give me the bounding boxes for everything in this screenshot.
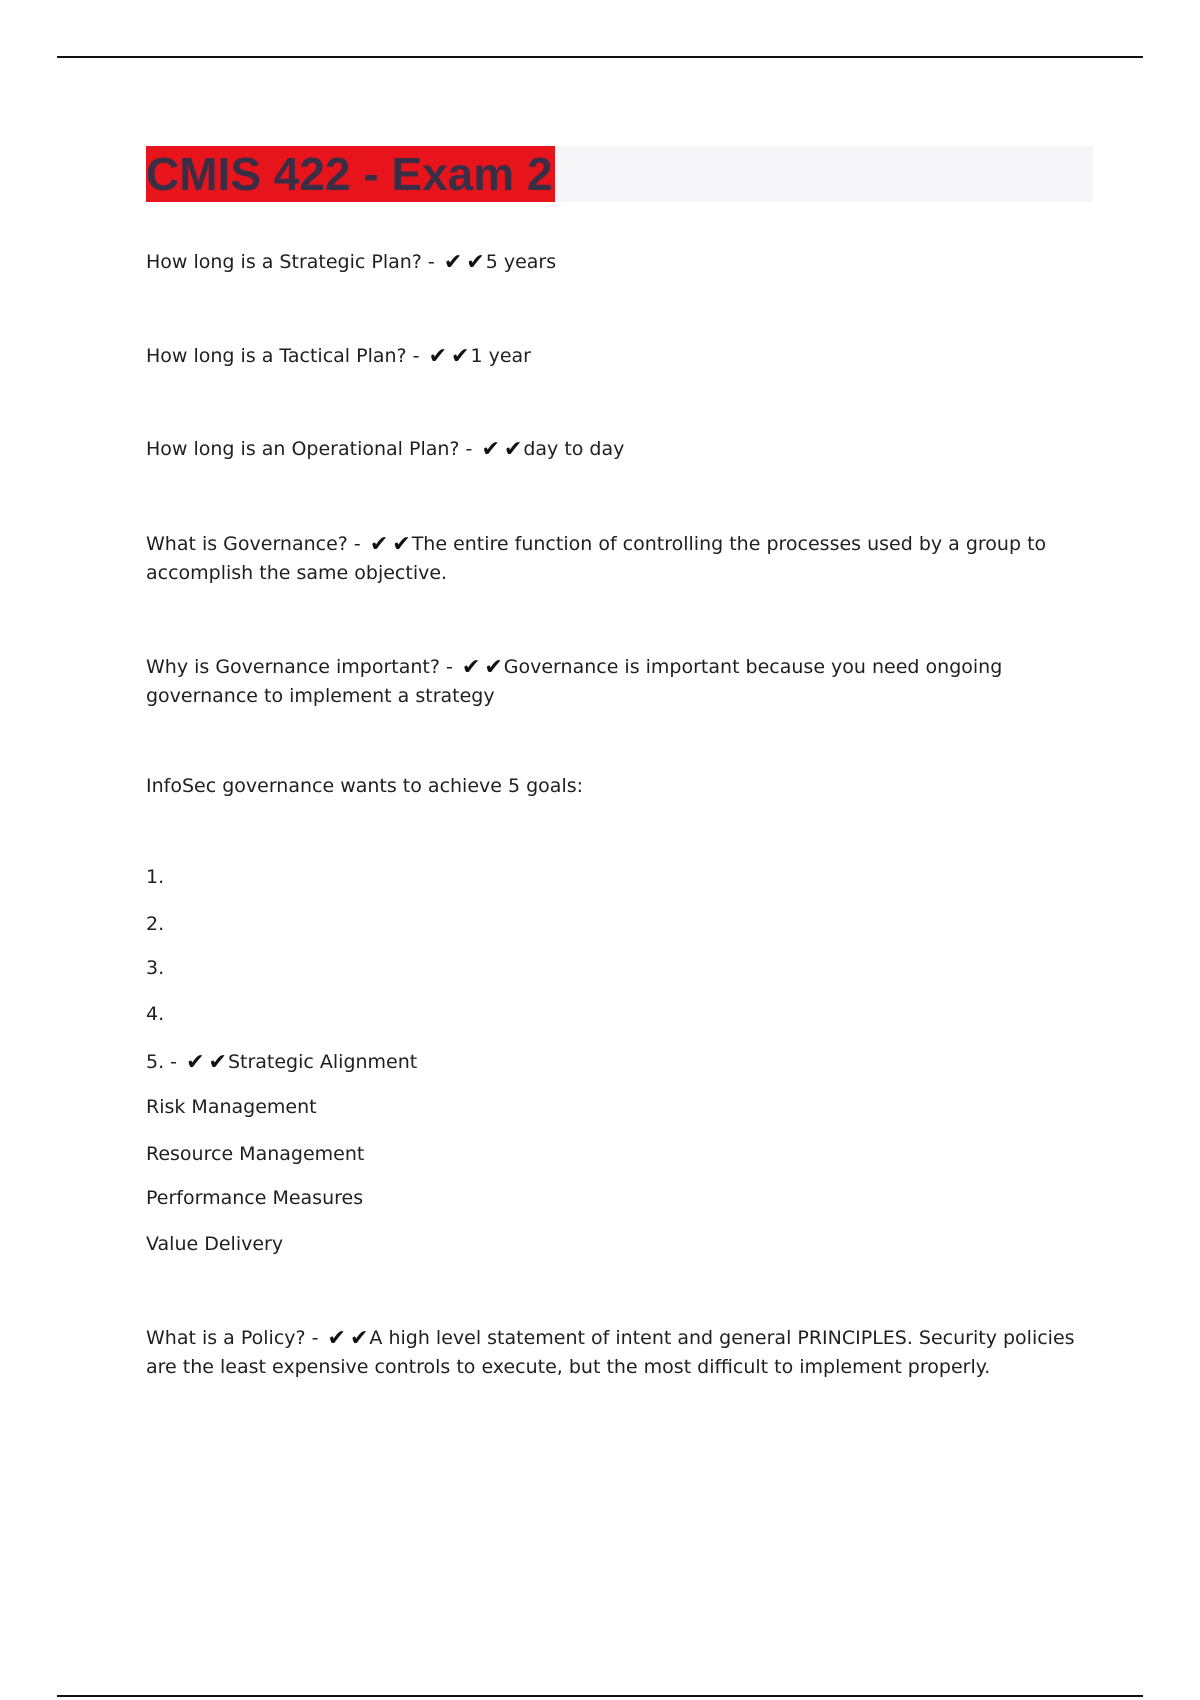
answer-text: day to day: [523, 438, 625, 460]
question-text: Why is Governance important? -: [146, 656, 453, 678]
question-text: What is a Policy? -: [146, 1327, 319, 1349]
heavy-check-mark-icon: ✔: [392, 532, 411, 557]
heavy-check-mark-icon: ✔: [443, 250, 463, 275]
qa-item: [146, 1324, 1096, 1382]
answer-text: 1 year: [470, 345, 531, 367]
answer-text: 5 years: [485, 251, 557, 273]
heavy-check-mark-icon: ✔: [451, 344, 470, 369]
goal-number: 3.: [146, 957, 165, 979]
goal-number: 1.: [146, 866, 165, 888]
heavy-check-mark-icon: ✔: [428, 344, 448, 369]
question-text: How long is a Strategic Plan? -: [146, 251, 435, 273]
goal-answer: Value Delivery: [146, 1233, 284, 1255]
goal-answer-line: [146, 1048, 417, 1077]
heavy-check-mark-icon: ✔: [481, 437, 500, 462]
document-title: CMIS 422 - Exam 2: [146, 148, 553, 200]
qa-item: [146, 248, 556, 277]
question-text: How long is an Operational Plan? -: [146, 438, 473, 460]
goal-answer: Strategic Alignment: [227, 1051, 418, 1073]
answer-text: Governance is important because you need ongoing governance to implement a strategy: [146, 656, 1003, 707]
heavy-check-mark-icon: ✔: [484, 655, 503, 680]
qa-item: [146, 653, 1096, 711]
goal-answer: Resource Management: [146, 1143, 365, 1165]
qa-item: [146, 342, 531, 371]
goal-number: 2.: [146, 913, 165, 935]
bottom-rule: [57, 1695, 1143, 1697]
qa-item: [146, 435, 624, 464]
top-rule: [57, 56, 1143, 58]
question-text: How long is a Tactical Plan? -: [146, 345, 420, 367]
goal-number: 4.: [146, 1003, 165, 1025]
goal-answer: Performance Measures: [146, 1187, 364, 1209]
answer-text: A high level statement of intent and general PRINCIPLES. Security policies are the least expensive controls to execute, but the most difficult to implement properly.: [146, 1327, 1075, 1378]
heavy-check-mark-icon: ✔: [349, 1326, 369, 1351]
heavy-check-mark-icon: ✔: [327, 1326, 346, 1351]
heavy-check-mark-icon: ✔: [503, 437, 523, 462]
goal-number: 5. -: [146, 1051, 178, 1073]
heavy-check-mark-icon: ✔: [208, 1050, 227, 1075]
goal-answer: Risk Management: [146, 1096, 317, 1118]
answer-text: The entire function of controlling the processes used by a group to accomplish the same objective.: [146, 533, 1047, 584]
heavy-check-mark-icon: ✔: [369, 532, 389, 557]
heavy-check-mark-icon: ✔: [466, 250, 485, 275]
goals-intro: InfoSec governance wants to achieve 5 goals:: [146, 775, 584, 797]
heavy-check-mark-icon: ✔: [461, 655, 481, 680]
qa-item: [146, 530, 1096, 588]
question-text: What is Governance? -: [146, 533, 361, 555]
heavy-check-mark-icon: ✔: [186, 1050, 205, 1075]
